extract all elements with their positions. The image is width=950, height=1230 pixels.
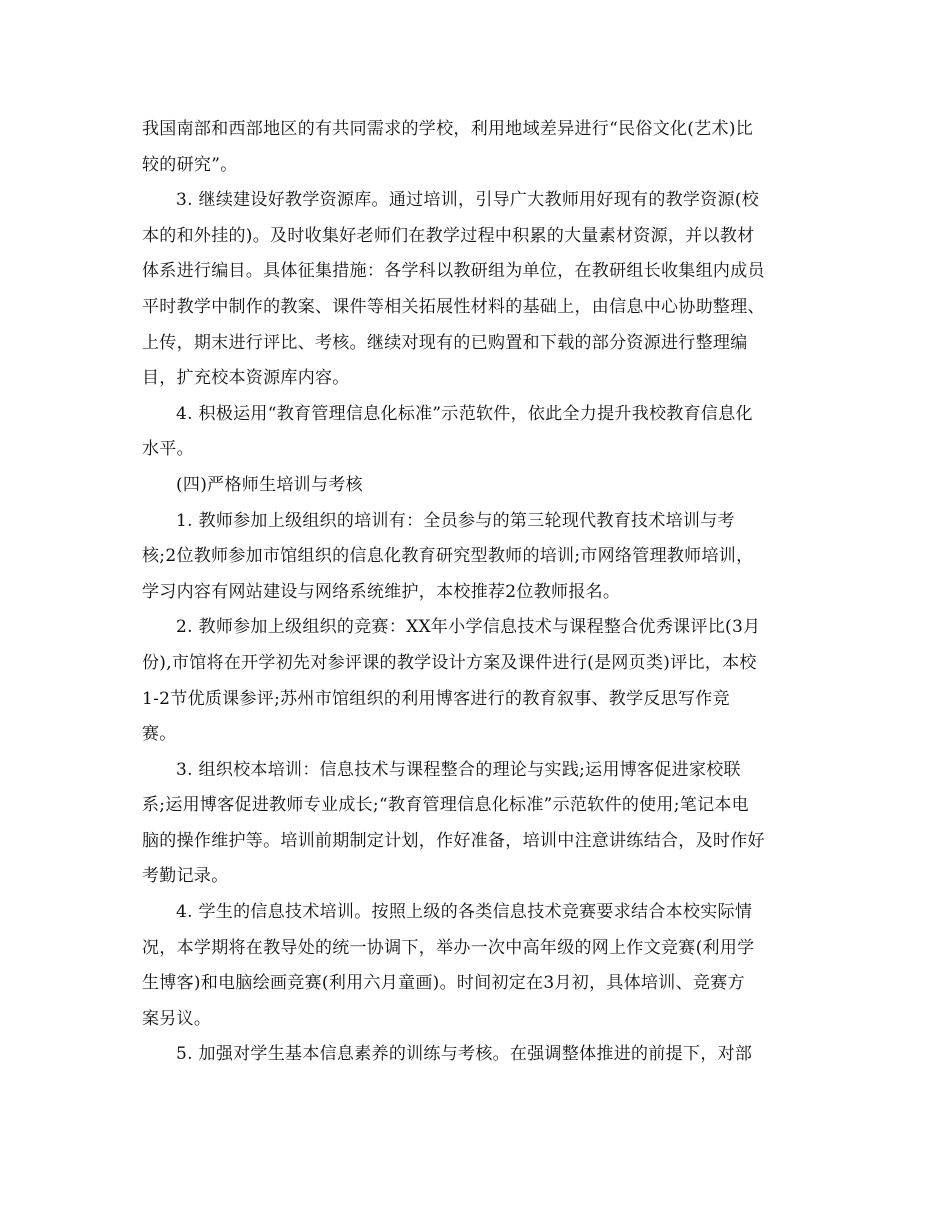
body-line: 1-2节优质课参评;苏州市馆组织的利用博客进行的教育叙事、教学反思写作竞 [142, 688, 730, 709]
body-line: 学习内容有网站建设与网络系统维护，本校推荐2位教师报名。 [142, 581, 621, 602]
body-line: 我国南部和西部地区的有共同需求的学校，利用地域差异进行“民俗文化(艺术)比 [142, 119, 754, 139]
body-line: 核;2位教师参加市馆组织的信息化教育研究型教师的培训;市网络管理教师培训， [142, 546, 754, 567]
paragraph-start-line: 5. 加强对学生基本信息素养的训练与考核。在强调整体推进的前提下，对部 [176, 1044, 753, 1065]
paragraph-start-line: 3. 继续建设好教学资源库。通过培训，引导广大教师用好现有的教学资源(校 [176, 190, 760, 211]
body-line: 本的和外挂的)。及时收集好老师们在教学过程中积累的大量素材资源，并以教材 [142, 225, 755, 246]
body-line: 体系进行编目。具体征集措施：各学科以教研组为单位，在教研组长收集组内成员 [142, 261, 765, 282]
paragraph-start-line: 3. 组织校本培训：信息技术与课程整合的理论与实践;运用博客促进家校联 [176, 759, 741, 780]
body-line: 生博客)和电脑绘画竞赛(利用六月童画)。时间初定在3月初，具体培训、竞赛方 [142, 973, 745, 994]
body-line: 上传，期末进行评比、考核。继续对现有的已购置和下载的部分资源进行整理编 [142, 332, 748, 353]
body-line: 份),市馆将在开学初先对参评课的教学设计方案及课件进行(是网页类)评比，本校 [142, 652, 757, 673]
paragraph-start-line: 2. 教师参加上级组织的竞赛：XX年小学信息技术与课程整合优秀课评比(3月 [176, 617, 761, 638]
paragraph-start-line: 4. 学生的信息技术培训。按照上级的各类信息技术竞赛要求结合本校实际情 [176, 902, 753, 923]
body-line: 案另议。 [142, 1008, 212, 1029]
body-line: 况，本学期将在教导处的统一协调下，举办一次中高年级的网上作文竞赛(利用学 [142, 937, 755, 958]
body-line: 较的研究”。 [142, 154, 238, 175]
body-line: 脑的操作维护等。培训前期制定计划，作好准备，培训中注意讲练结合，及时作好 [142, 830, 765, 851]
paragraph-start-line: 1. 教师参加上级组织的培训有：全员参与的第三轮现代教育技术培训与考 [176, 510, 735, 531]
body-line: 平时教学中制作的教案、课件等相关拓展性材料的基础上，由信息中心协助整理、 [142, 296, 765, 317]
paragraph-start-line: 4. 积极运用“教育管理信息化标准”示范软件，依此全力提升我校教育信息化 [176, 403, 753, 424]
body-line: 水平。 [142, 439, 194, 460]
body-line: 系;运用博客促进教师专业成长;“教育管理信息化标准”示范软件的使用;笔记本电 [142, 795, 749, 816]
body-line: 考勤记录。 [142, 866, 229, 887]
body-line: 赛。 [142, 724, 177, 745]
section-heading: (四)严格师生培训与考核 [176, 474, 363, 495]
body-line: 目，扩充校本资源库内容。 [142, 368, 350, 389]
document-body [142, 112, 810, 1073]
